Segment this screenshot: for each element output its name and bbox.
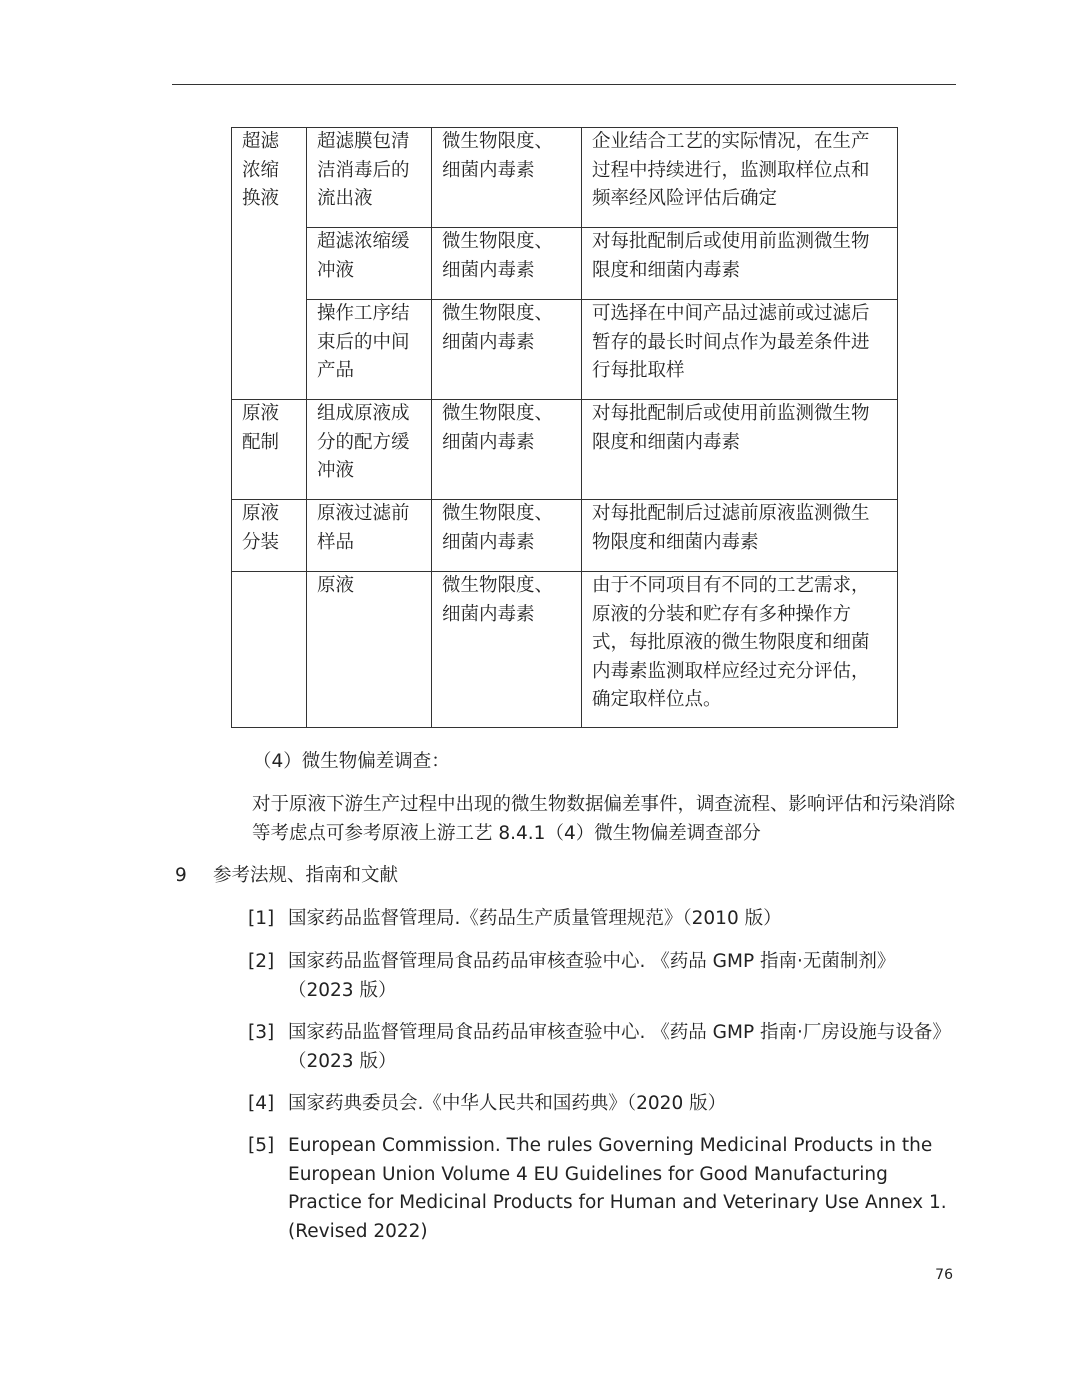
table-cell-stage: 超滤浓缩换液 xyxy=(232,128,307,400)
table-row xyxy=(232,500,898,572)
table-cell-note: 对每批配制后或使用前监测微生物限度和细菌内毒素 xyxy=(582,400,898,500)
table-cell-item: 微生物限度、细菌内毒素 xyxy=(432,300,582,400)
table-cell-stage: 原液分装 xyxy=(232,500,307,572)
table-cell-item: 微生物限度、细菌内毒素 xyxy=(432,228,582,300)
table-cell-stage: 原液配制 xyxy=(232,400,307,500)
reference-text: European Commission. The rules Governing Medicinal Products in the European Union Volume 4 EU Guidelines for Good Manufacturing Practice for Medicinal Products for Human and Veterinary Use Annex 1. (Revised 2022) xyxy=(288,1135,947,1242)
subheading-deviation-investigation: （4）微生物偏差调查： xyxy=(253,751,450,772)
monitoring-table xyxy=(231,127,898,728)
section-heading xyxy=(175,862,935,891)
reference-number: [2] xyxy=(248,951,275,972)
table-cell-sample: 超滤膜包清洁消毒后的流出液 xyxy=(307,128,432,228)
section-title: 参考法规、指南和文献 xyxy=(213,865,399,886)
reference-item xyxy=(248,1132,948,1246)
reference-text: 国家药典委员会.《中华人民共和国药典》（2020 版） xyxy=(288,1093,727,1114)
header-rule xyxy=(172,84,956,85)
table-cell-item: 微生物限度、细菌内毒素 xyxy=(432,500,582,572)
table-cell-sample: 原液过滤前样品 xyxy=(307,500,432,572)
table-cell-note: 对每批配制后过滤前原液监测微生物限度和细菌内毒素 xyxy=(582,500,898,572)
reference-number: [5] xyxy=(248,1135,275,1156)
reference-item xyxy=(248,1019,948,1076)
reference-number: [3] xyxy=(248,1022,275,1043)
reference-item xyxy=(248,948,948,1005)
reference-text: 国家药品监督管理局食品药品审核查验中心. 《药品 GMP 指南·厂房设施与设备》（2023 版） xyxy=(288,1022,942,1072)
table-cell-note: 企业结合工艺的实际情况，在生产过程中持续进行，监测取样位点和频率经风险评估后确定 xyxy=(582,128,898,228)
reference-number: [4] xyxy=(248,1093,275,1114)
table-cell-item: 微生物限度、细菌内毒素 xyxy=(432,400,582,500)
table-row xyxy=(232,572,898,728)
paragraph-deviation: 对于原液下游生产过程中出现的微生物数据偏差事件，调查流程、影响评估和污染消除等考虑点可参考原液上游工艺 8.4.1（4）微生物偏差调查部分 xyxy=(252,794,956,844)
table-cell-item: 微生物限度、细菌内毒素 xyxy=(432,572,582,728)
reference-item xyxy=(248,1090,948,1119)
table-row xyxy=(232,228,898,300)
table-row xyxy=(232,400,898,500)
page-number: 76 xyxy=(935,1267,953,1283)
table-cell-note: 由于不同项目有不同的工艺需求，原液的分装和贮存有多种操作方式，每批原液的微生物限度和细菌内毒素监测取样应经过充分评估，确定取样位点。 xyxy=(582,572,898,728)
table-row xyxy=(232,128,898,228)
table-cell-sample: 操作工序结束后的中间产品 xyxy=(307,300,432,400)
table-cell-sample: 原液 xyxy=(307,572,432,728)
table-cell-note: 对每批配制后或使用前监测微生物限度和细菌内毒素 xyxy=(582,228,898,300)
reference-number: [1] xyxy=(248,908,275,929)
table-row xyxy=(232,300,898,400)
table-cell-sample: 超滤浓缩缓冲液 xyxy=(307,228,432,300)
table-cell-note: 可选择在中间产品过滤前或过滤后暂存的最长时间点作为最差条件进行每批取样 xyxy=(582,300,898,400)
reference-text: 国家药品监督管理局.《药品生产质量管理规范》（2010 版） xyxy=(288,908,782,929)
reference-text: 国家药品监督管理局食品药品审核查验中心. 《药品 GMP 指南·无菌制剂》（2023 版） xyxy=(288,951,896,1001)
table-cell-sample: 组成原液成分的配方缓冲液 xyxy=(307,400,432,500)
section-number: 9 xyxy=(175,865,187,886)
table-cell-item: 微生物限度、细菌内毒素 xyxy=(432,128,582,228)
reference-item xyxy=(248,905,948,934)
table-cell-stage xyxy=(232,572,307,728)
